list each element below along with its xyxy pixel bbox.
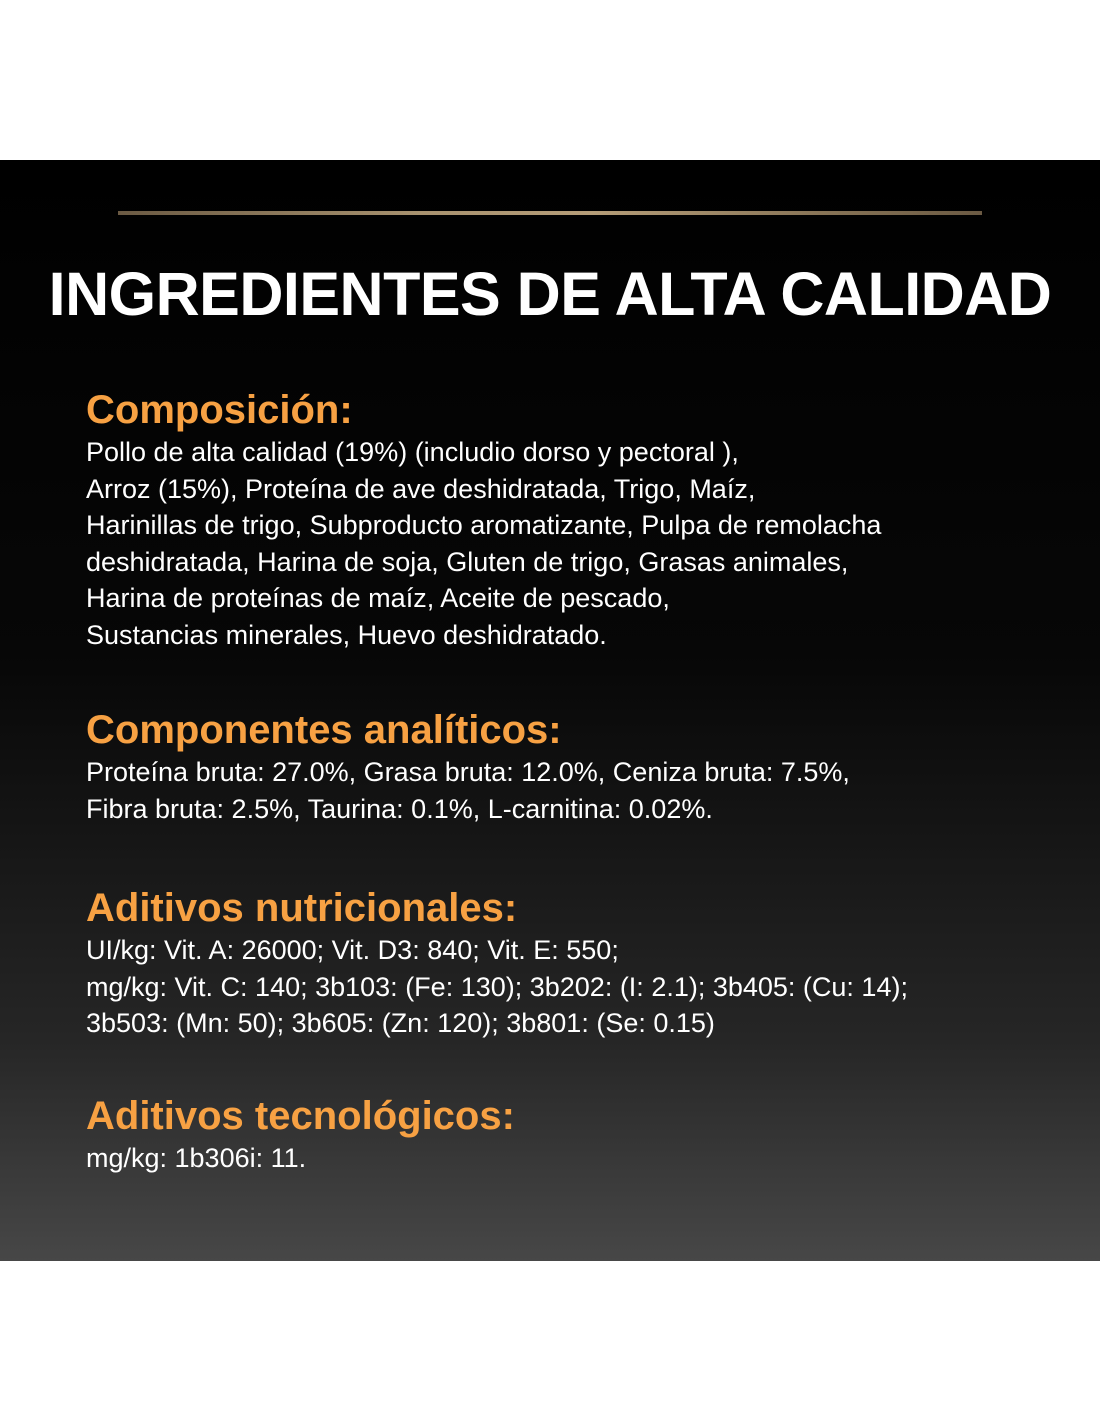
section-text-line: UI/kg: Vit. A: 26000; Vit. D3: 840; Vit. E: 550; xyxy=(86,935,619,965)
section-text-line: Fibra bruta: 2.5%, Taurina: 0.1%, L-carnitina: 0.02%. xyxy=(86,793,713,824)
section-text-line: mg/kg: Vit. C: 140; 3b103: (Fe: 130); 3b202: (I: 2.1); 3b405: (Cu: 14); xyxy=(86,971,908,1002)
analytical-components-section xyxy=(86,706,1046,827)
section-text-line: Arroz (15%), Proteína de ave deshidratada, Trigo, Maíz, xyxy=(86,473,756,504)
section-heading: Aditivos nutricionales: xyxy=(86,886,518,930)
composition-section xyxy=(86,386,1046,654)
section-text-line: Pollo de alta calidad (19%) (includio dorso y pectoral ), xyxy=(86,437,739,467)
section-text-line: mg/kg: 1b306i: 11. xyxy=(86,1143,307,1173)
section-heading: Composición: xyxy=(86,388,353,432)
gold-divider-rule xyxy=(118,211,982,215)
section-text-line: 3b503: (Mn: 50); 3b605: (Zn: 120); 3b801: (Se: 0.15) xyxy=(86,1008,715,1039)
section-text-line: Harinillas de trigo, Subproducto aromatizante, Pulpa de remolacha xyxy=(86,510,882,541)
section-text-line: Proteína bruta: 27.0%, Grasa bruta: 12.0%, Ceniza bruta: 7.5%, xyxy=(86,757,850,787)
section-heading: Aditivos tecnológicos: xyxy=(86,1094,515,1138)
section-text-line: deshidratada, Harina de soja, Gluten de trigo, Grasas animales, xyxy=(86,546,849,577)
section-text-line: Sustancias minerales, Huevo deshidratado. xyxy=(86,619,607,650)
section-heading: Componentes analíticos: xyxy=(86,708,562,752)
nutritional-additives-section xyxy=(86,884,1046,1042)
ingredients-panel xyxy=(0,160,1100,1261)
section-text-line: Harina de proteínas de maíz, Aceite de pescado, xyxy=(86,583,670,614)
page-title: INGREDIENTES DE ALTA CALIDAD xyxy=(48,260,1052,328)
technological-additives-section xyxy=(86,1092,1046,1177)
